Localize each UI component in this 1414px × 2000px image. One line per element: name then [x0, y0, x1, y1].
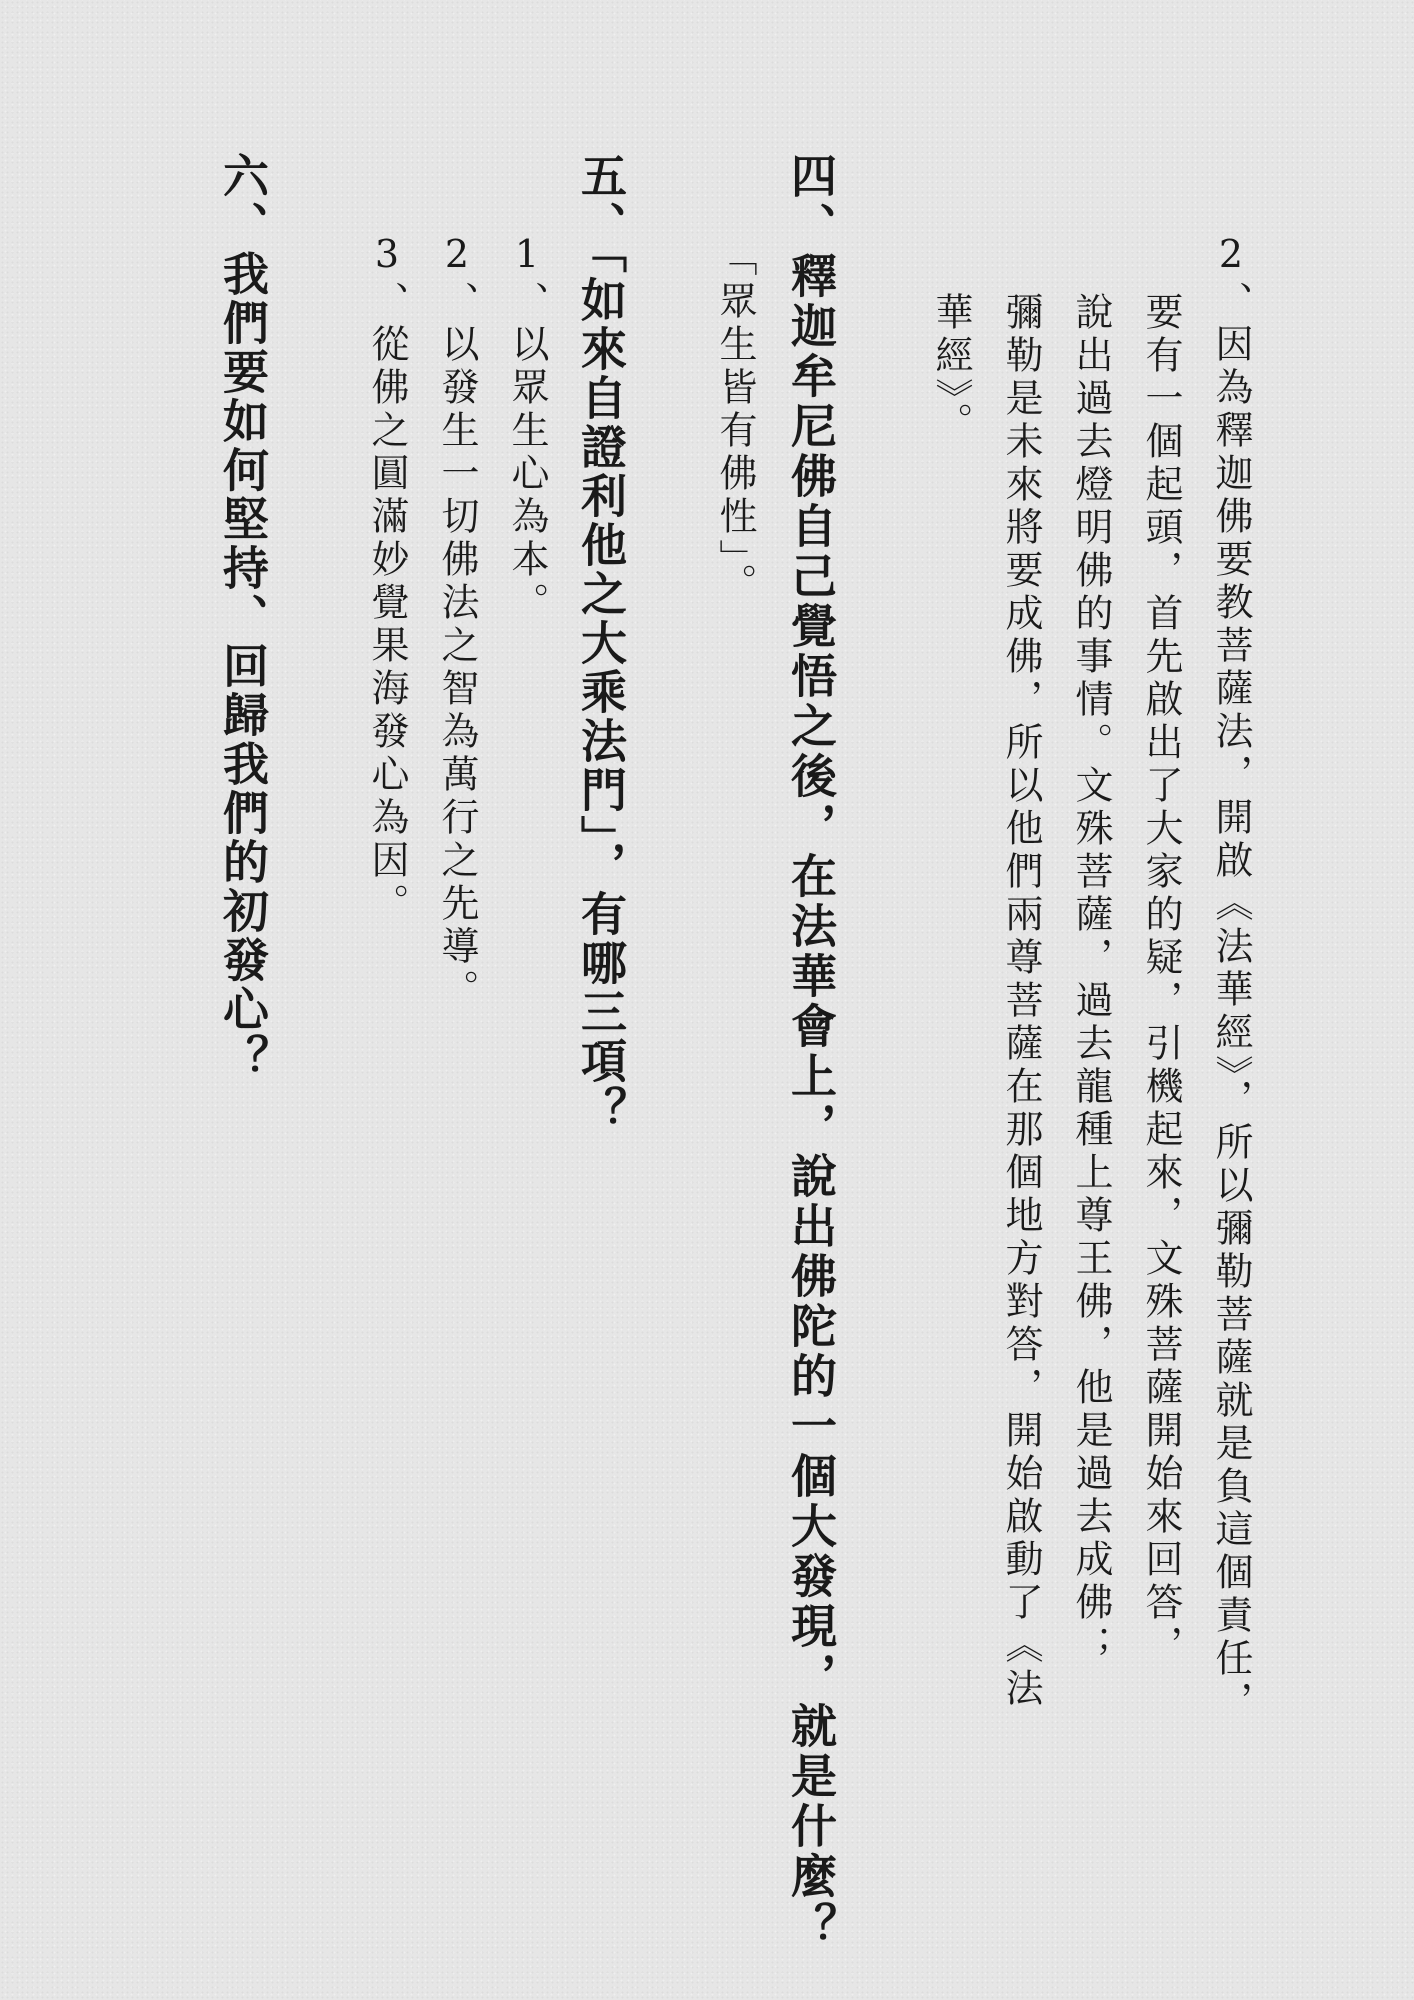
- paragraph-line: 彌勒是未來將要成佛，所以他們兩尊菩薩在那個地方對答，開始啟動了《法: [999, 292, 1043, 1711]
- paragraph-line: 2、因為釋迦佛要教菩薩法，開啟《法華經》，所以彌勒菩薩就是負這個責任，: [1209, 232, 1253, 1724]
- section-heading: 四、釋迦牟尼佛自己覺悟之後，在法華會上，說出佛陀的一個大發現，就是什麼？: [784, 152, 838, 1952]
- list-item: 1、以眾生心為本。: [505, 232, 549, 625]
- section-answer: 「眾生皆有佛性」。: [713, 238, 757, 606]
- section-heading: 六、我們要如何堅持、回歸我們的初發心？: [216, 152, 270, 1083]
- paragraph-line: 說出過去燈明佛的事情。文殊菩薩，過去龍種上尊王佛，他是過去成佛；: [1069, 292, 1113, 1668]
- section-heading: 五、「如來自證利他之大乘法門」，有哪三項？: [574, 152, 628, 1135]
- list-item: 2、以發生一切佛法之智為萬行之先導。: [435, 232, 479, 1012]
- paragraph-line: 華經》。: [929, 292, 973, 445]
- list-item: 3、從佛之圓滿妙覺果海發心為因。: [365, 232, 409, 926]
- paragraph-line: 要有一個起頭，首先啟出了大家的疑，引機起來，文殊菩薩開始來回答，: [1139, 292, 1183, 1668]
